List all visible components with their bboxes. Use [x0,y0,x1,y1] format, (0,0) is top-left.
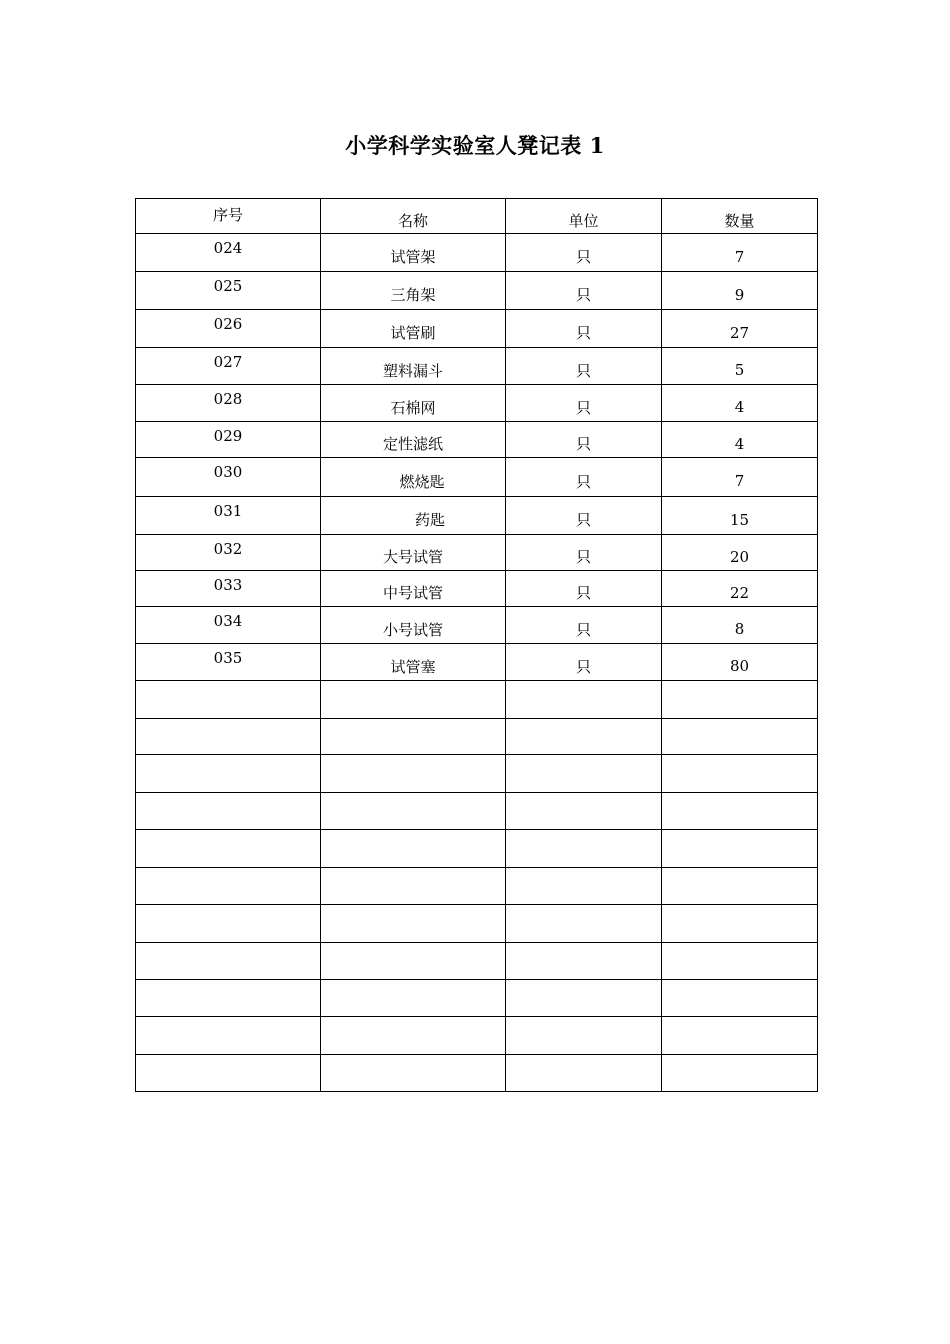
cell-name: 中号试管 [321,571,506,607]
cell-id: 028 [136,385,321,422]
cell-unit: 只 [506,310,662,348]
empty-cell [506,1055,662,1092]
cell-qty: 4 [662,385,818,422]
table-row [136,385,818,422]
empty-row [136,793,818,830]
empty-cell [506,719,662,755]
cell-qty: 22 [662,571,818,607]
empty-cell [506,980,662,1017]
cell-name: 试管刷 [321,310,506,348]
cell-name: 定性滤纸 [321,422,506,458]
table-row [136,497,818,535]
table-header-row [136,199,818,234]
empty-cell [662,1055,818,1092]
empty-cell [506,681,662,719]
empty-cell [136,830,321,868]
empty-cell [662,980,818,1017]
header-id: 序号 [136,199,321,234]
cell-qty: 20 [662,535,818,571]
empty-cell [506,943,662,980]
cell-id: 034 [136,607,321,644]
cell-unit: 只 [506,272,662,310]
cell-unit: 只 [506,234,662,272]
cell-unit: 只 [506,535,662,571]
empty-cell [662,830,818,868]
cell-name: 三角架 [321,272,506,310]
cell-id: 027 [136,348,321,385]
cell-name: 石棉网 [321,385,506,422]
empty-row [136,1055,818,1092]
empty-cell [662,905,818,943]
empty-cell [136,980,321,1017]
empty-cell [136,868,321,905]
header-unit: 单位 [506,199,662,234]
cell-id: 030 [136,458,321,497]
inventory-table [135,198,818,1092]
empty-cell [136,1017,321,1055]
cell-name: 试管塞 [321,644,506,681]
table-row [136,607,818,644]
cell-qty: 4 [662,422,818,458]
empty-cell [321,1055,506,1092]
empty-cell [321,755,506,793]
cell-id: 032 [136,535,321,571]
empty-cell [136,943,321,980]
header-name: 名称 [321,199,506,234]
table-row [136,458,818,497]
empty-cell [662,755,818,793]
cell-qty: 5 [662,348,818,385]
cell-name: 塑料漏斗 [321,348,506,385]
empty-cell [506,1017,662,1055]
empty-cell [506,905,662,943]
table-row [136,535,818,571]
cell-id: 024 [136,234,321,272]
header-qty: 数量 [662,199,818,234]
table-row [136,422,818,458]
cell-qty: 8 [662,607,818,644]
empty-cell [136,905,321,943]
cell-name: 药匙 [321,497,506,535]
cell-qty: 7 [662,234,818,272]
empty-cell [662,681,818,719]
empty-cell [662,793,818,830]
empty-cell [662,1017,818,1055]
empty-row [136,719,818,755]
table-row [136,348,818,385]
cell-name: 小号试管 [321,607,506,644]
empty-cell [662,719,818,755]
cell-id: 029 [136,422,321,458]
cell-qty: 7 [662,458,818,497]
page-title: 小学科学实验室人凳记表 1 [345,133,605,158]
cell-unit: 只 [506,422,662,458]
cell-id: 025 [136,272,321,310]
table-row [136,571,818,607]
empty-cell [321,868,506,905]
cell-qty: 27 [662,310,818,348]
empty-row [136,980,818,1017]
table-row [136,234,818,272]
empty-row [136,755,818,793]
cell-unit: 只 [506,348,662,385]
empty-row [136,1017,818,1055]
empty-cell [136,793,321,830]
empty-row [136,868,818,905]
cell-name: 大号试管 [321,535,506,571]
empty-cell [136,719,321,755]
empty-row [136,830,818,868]
empty-cell [506,793,662,830]
cell-unit: 只 [506,644,662,681]
cell-id: 035 [136,644,321,681]
cell-qty: 80 [662,644,818,681]
cell-id: 033 [136,571,321,607]
empty-cell [321,943,506,980]
cell-qty: 9 [662,272,818,310]
empty-cell [136,681,321,719]
cell-id: 026 [136,310,321,348]
cell-id: 031 [136,497,321,535]
empty-cell [321,980,506,1017]
cell-unit: 只 [506,607,662,644]
cell-unit: 只 [506,497,662,535]
empty-cell [321,681,506,719]
empty-cell [662,868,818,905]
empty-cell [321,905,506,943]
cell-name: 燃烧匙 [321,458,506,497]
table-row [136,272,818,310]
empty-cell [321,719,506,755]
cell-unit: 只 [506,385,662,422]
table-row [136,310,818,348]
empty-cell [321,1017,506,1055]
cell-qty: 15 [662,497,818,535]
empty-cell [136,1055,321,1092]
empty-cell [506,868,662,905]
empty-row [136,943,818,980]
empty-cell [506,830,662,868]
empty-row [136,681,818,719]
cell-unit: 只 [506,458,662,497]
empty-cell [321,793,506,830]
table-row [136,644,818,681]
empty-cell [321,830,506,868]
cell-name: 试管架 [321,234,506,272]
cell-unit: 只 [506,571,662,607]
empty-cell [662,943,818,980]
empty-row [136,905,818,943]
empty-cell [136,755,321,793]
empty-cell [506,755,662,793]
